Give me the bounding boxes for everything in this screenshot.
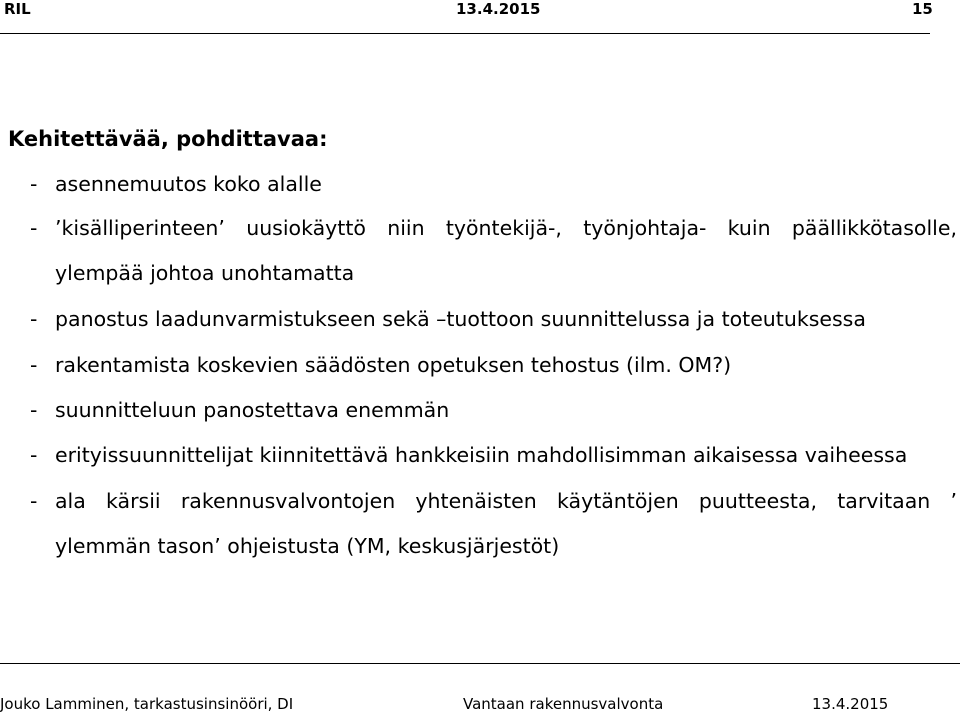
bullet-dash: - bbox=[30, 172, 38, 196]
bullet-dash: - bbox=[30, 443, 38, 467]
page-title: Kehitettävää, pohdittavaa: bbox=[8, 127, 328, 151]
list-item-continuation-text: ylempää johtoa unohtamatta bbox=[55, 261, 355, 285]
footer-divider bbox=[0, 663, 960, 664]
list-item-text: ala kärsii rakennusvalvontojen yhtenäisten käytäntöjen puutteesta, tarvitaan ’ bbox=[55, 489, 957, 513]
bullet-dash: - bbox=[30, 307, 38, 331]
footer-author: Jouko Lamminen, tarkastusinsinööri, DI bbox=[0, 695, 294, 713]
list-item-text: rakentamista koskevien säädösten opetuksen tehostus (ilm. OM?) bbox=[55, 353, 732, 377]
header-page-number: 15 bbox=[912, 0, 933, 18]
page-header bbox=[0, 0, 960, 22]
header-date: 13.4.2015 bbox=[456, 0, 541, 18]
list-item-text: ’kisälliperinteen’ uusiokäyttö niin työntekijä-, työnjohtaja- kuin päällikkötasolle, bbox=[55, 216, 957, 240]
header-divider bbox=[0, 33, 930, 34]
footer-organization: Vantaan rakennusvalvonta bbox=[463, 695, 664, 713]
bullet-dash: - bbox=[30, 398, 38, 422]
bullet-dash: - bbox=[30, 489, 38, 513]
list-item-text: panostus laadunvarmistukseen sekä –tuottoon suunnittelussa ja toteutuksessa bbox=[55, 307, 866, 331]
list-item-text: erityissuunnittelijat kiinnitettävä hankkeisiin mahdollisimman aikaisessa vaiheessa bbox=[55, 443, 908, 467]
bullet-dash: - bbox=[30, 353, 38, 377]
header-organization: RIL bbox=[4, 0, 31, 18]
footer-date: 13.4.2015 bbox=[812, 695, 889, 713]
list-item-continuation-text: ylemmän tason’ ohjeistusta (YM, keskusjärjestöt) bbox=[55, 534, 560, 558]
list-item-text: asennemuutos koko alalle bbox=[55, 172, 322, 196]
bullet-dash: - bbox=[30, 216, 38, 240]
list-item-text: suunnitteluun panostettava enemmän bbox=[55, 398, 450, 422]
